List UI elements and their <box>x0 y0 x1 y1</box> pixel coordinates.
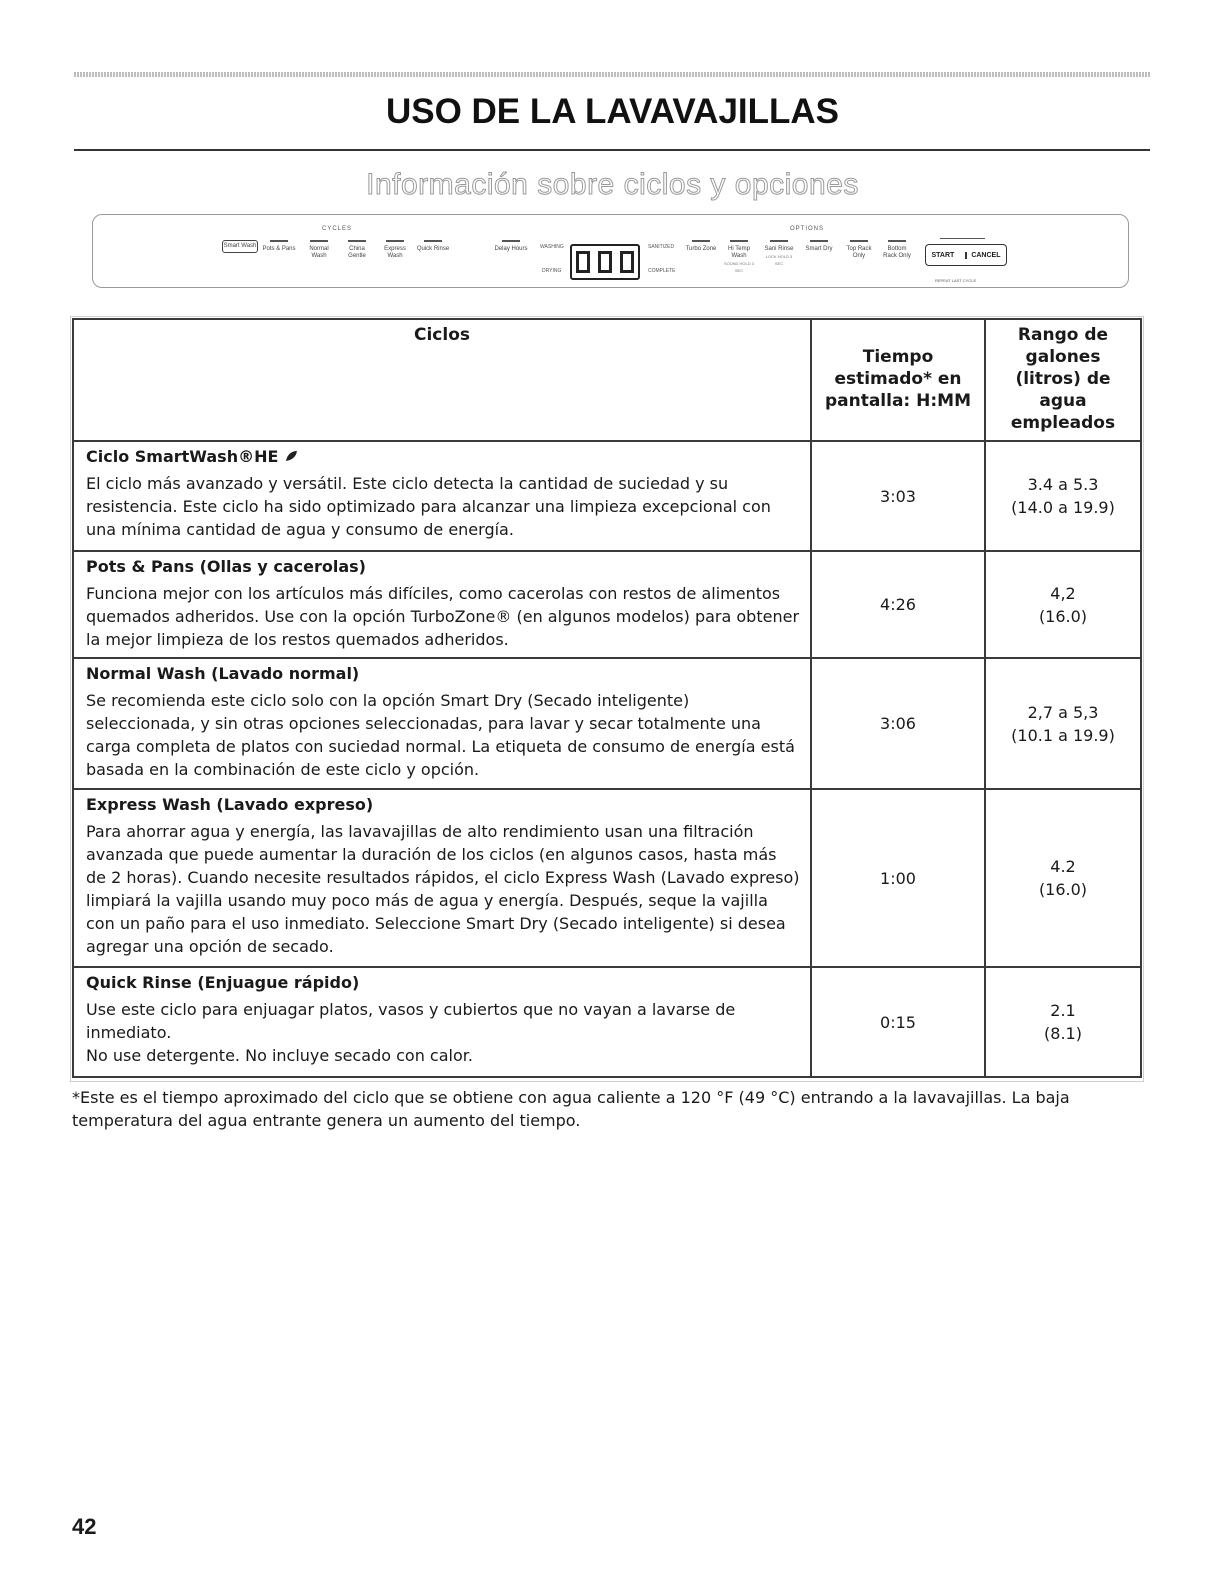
display-digit <box>576 251 590 273</box>
cycle-description: Se recomienda este ciclo solo con la opción Smart Dry (Secado inteligente) seleccionada, y sin otras opciones seleccionadas, para lavar y secar totalmente una carga completa de platos con suciedad normal. La etiqueta de consumo de energía está basada en la combinación de este ciclo y opción. <box>86 691 795 779</box>
panel-button-hi-temp-wash: Hi Temp Wash SOUND HOLD 3 SEC <box>722 240 756 274</box>
cycle-description: Para ahorrar agua y energía, las lavavajillas de alto rendimiento usan una filtración avanzada que puede aumentar la duración de los ciclos (en algunos casos, hasta más de 2 horas). Cuando necesite resultados rápidos, el ciclo Express Wash (Lavado expreso) limpiará la vajilla usando muy poco más de agua y energía. Después, seque la vajilla con un paño para el uso inmediato. Seleccione Smart Dry (Secado inteligente) si desea agregar una opción de secado. <box>86 822 800 956</box>
panel-button-china-gentle: China Gentle <box>340 240 374 260</box>
cycle-water <box>985 658 1141 789</box>
section-subtitle: Información sobre ciclos y opciones <box>366 168 859 201</box>
cycle-cell <box>73 551 811 658</box>
cycle-cell <box>73 441 811 551</box>
water-gallons: 3.4 a 5.3 <box>1027 475 1099 494</box>
page-title: USO DE LA LAVAVAJILLAS <box>385 92 840 131</box>
water-gallons: 4.2 <box>1050 857 1076 876</box>
start-label: START <box>931 251 955 259</box>
start-cancel-button <box>925 244 1007 266</box>
cycle-title: Express Wash (Lavado expreso) <box>86 795 374 814</box>
cycle-title: Normal Wash (Lavado normal) <box>86 664 360 683</box>
header-water: Rango de galones (litros) de agua empleados <box>985 319 1141 441</box>
cycle-title: Ciclo SmartWash®HE <box>86 445 800 468</box>
cycle-time: 3:03 <box>811 441 985 551</box>
cycle-water <box>985 551 1141 658</box>
panel-button-smart-wash: Smart Wash <box>222 240 258 253</box>
cycles-group-label: CYCLES <box>322 226 353 232</box>
water-gallons: 2,7 a 5,3 <box>1027 702 1099 722</box>
cycle-time: 1:00 <box>811 789 985 967</box>
cycle-cell <box>73 658 811 789</box>
progress-indicator-line <box>940 238 985 239</box>
cycle-description: Funciona mejor con los artículos más difíciles, como cacerolas con restos de alimentos quemados adheridos. Use con la opción TurboZone® (en algunos modelos) para obtener la mejor limpieza de los restos quemados adheridos. <box>86 584 800 649</box>
display-digit <box>598 251 612 273</box>
complete-indicator-label: COMPLETE <box>648 268 676 274</box>
table-row <box>73 441 1141 551</box>
repeat-last-cycle-label: REPEAT LAST CYCLE <box>935 278 977 283</box>
water-liters: (8.1) <box>1044 1024 1082 1043</box>
panel-button-normal-wash: Normal Wash <box>302 240 336 260</box>
table-header-row <box>73 319 1141 441</box>
header-cycles: Ciclos <box>73 319 811 441</box>
panel-button-smart-dry: Smart Dry <box>802 240 836 253</box>
table-row <box>73 658 1141 789</box>
cycle-time: 4:26 <box>811 551 985 658</box>
panel-button-top-rack-only: Top Rack Only <box>842 240 876 260</box>
cycle-description: El ciclo más avanzado y versátil. Este ciclo detecta la cantidad de suciedad y su resistencia. Este ciclo ha sido optimizado para alcanzar una limpieza excepcional con una mínima cantidad de agua y consumo de energía. <box>86 474 771 539</box>
cycle-description-note: No use detergente. No incluye secado con calor. <box>86 1046 473 1065</box>
title-divider <box>74 149 1150 151</box>
panel-button-pots-pans: Pots & Pans <box>262 240 296 253</box>
panel-button-delay-hours: Delay Hours <box>494 240 528 253</box>
panel-button-bottom-rack-only: Bottom Rack Only <box>880 240 914 260</box>
water-gallons: 4,2 <box>1050 583 1076 603</box>
cycle-description: Use este ciclo para enjuagar platos, vasos y cubiertos que no vayan a lavarse de inmediato. <box>86 1000 736 1042</box>
cancel-label: CANCEL <box>965 252 1000 259</box>
drying-indicator-label: DRYING <box>542 268 562 274</box>
cycle-cell <box>73 789 811 967</box>
table-row <box>73 551 1141 658</box>
panel-button-turbo-zone: Turbo Zone <box>684 240 718 253</box>
leaf-icon <box>284 450 298 462</box>
washing-indicator-label: WASHING <box>540 244 564 250</box>
digital-display <box>570 244 640 280</box>
table-footnote: *Este es el tiempo aproximado del ciclo que se obtiene con agua caliente a 120 °F (49 °C) entrando a la lavavajillas. La baja temperatura del agua entrante genera un aumento del tiempo. <box>72 1088 1070 1130</box>
sanitized-indicator-label: SANITIZED <box>648 244 675 250</box>
water-liters: (14.0 a 19.9) <box>1011 498 1115 517</box>
water-liters: (16.0) <box>1038 880 1088 899</box>
header-time: Tiempo estimado* en pantalla: H:MM <box>811 319 985 441</box>
water-liters: (16.0) <box>1038 606 1088 626</box>
panel-button-express-wash: Express Wash <box>378 240 412 260</box>
water-liters: (10.1 a 19.9) <box>1011 725 1115 745</box>
panel-button-quick-rinse: Quick Rinse <box>416 240 450 253</box>
top-dotted-rule <box>74 72 1150 77</box>
cycle-time: 3:06 <box>811 658 985 789</box>
cycles-table <box>72 318 1142 1078</box>
panel-button-sani-rinse: Sani Rinse LOCK HOLD 3 SEC <box>762 240 796 267</box>
page-number: 42 <box>72 1514 97 1539</box>
table-row <box>73 789 1141 967</box>
cycle-water <box>985 967 1141 1077</box>
cycle-water <box>985 789 1141 967</box>
cycle-cell <box>73 967 811 1077</box>
cycle-title: Quick Rinse (Enjuague rápido) <box>86 973 360 992</box>
table-row <box>73 967 1141 1077</box>
cycle-title: Pots & Pans (Ollas y cacerolas) <box>86 557 366 576</box>
display-digit <box>620 251 634 273</box>
water-gallons: 2.1 <box>1050 1001 1076 1020</box>
cycle-time: 0:15 <box>811 967 985 1077</box>
options-group-label: OPTIONS <box>790 226 825 232</box>
cycle-water <box>985 441 1141 551</box>
